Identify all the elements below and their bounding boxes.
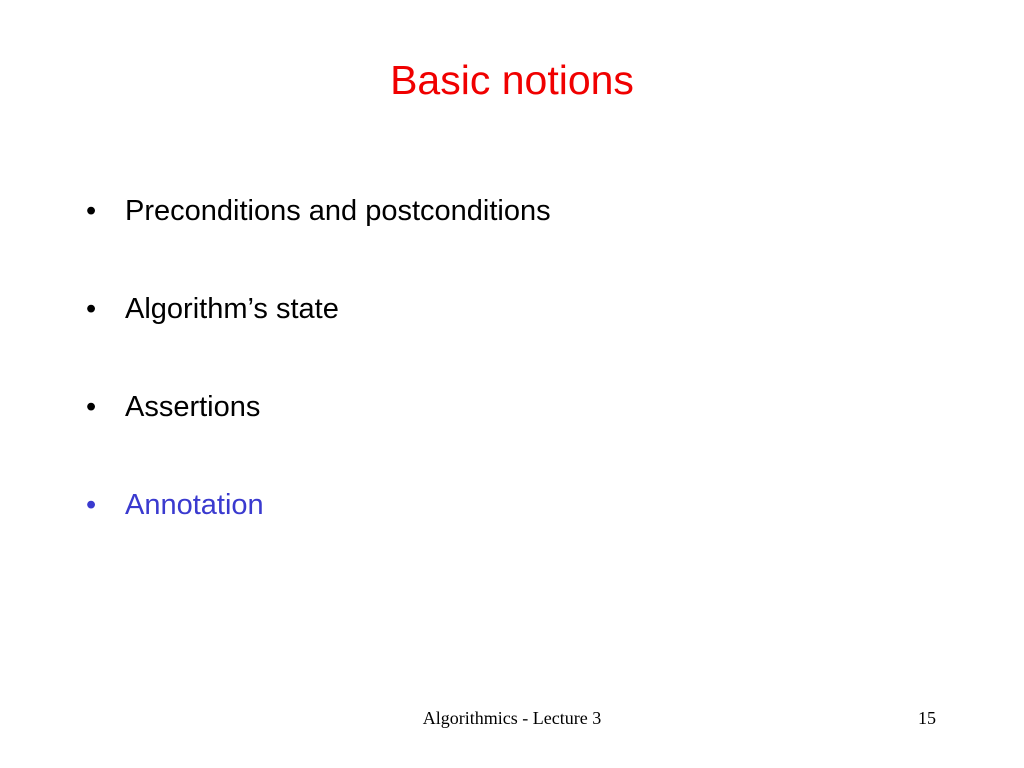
bullet-text: Algorithm’s state [125, 293, 339, 325]
bullet-text: Assertions [125, 391, 261, 423]
bullet-text: Preconditions and postconditions [125, 195, 551, 227]
footer-page-number: 15 [918, 708, 936, 728]
bullet-marker: • [86, 391, 97, 423]
bullet-marker: • [86, 489, 97, 521]
bullet-marker: • [86, 293, 97, 325]
bullet-marker: • [86, 195, 97, 227]
bullet-text: Annotation [125, 489, 264, 521]
footer-lecture-title: Algorithmics - Lecture 3 [422, 708, 602, 728]
slide-title: Basic notions [390, 57, 634, 103]
